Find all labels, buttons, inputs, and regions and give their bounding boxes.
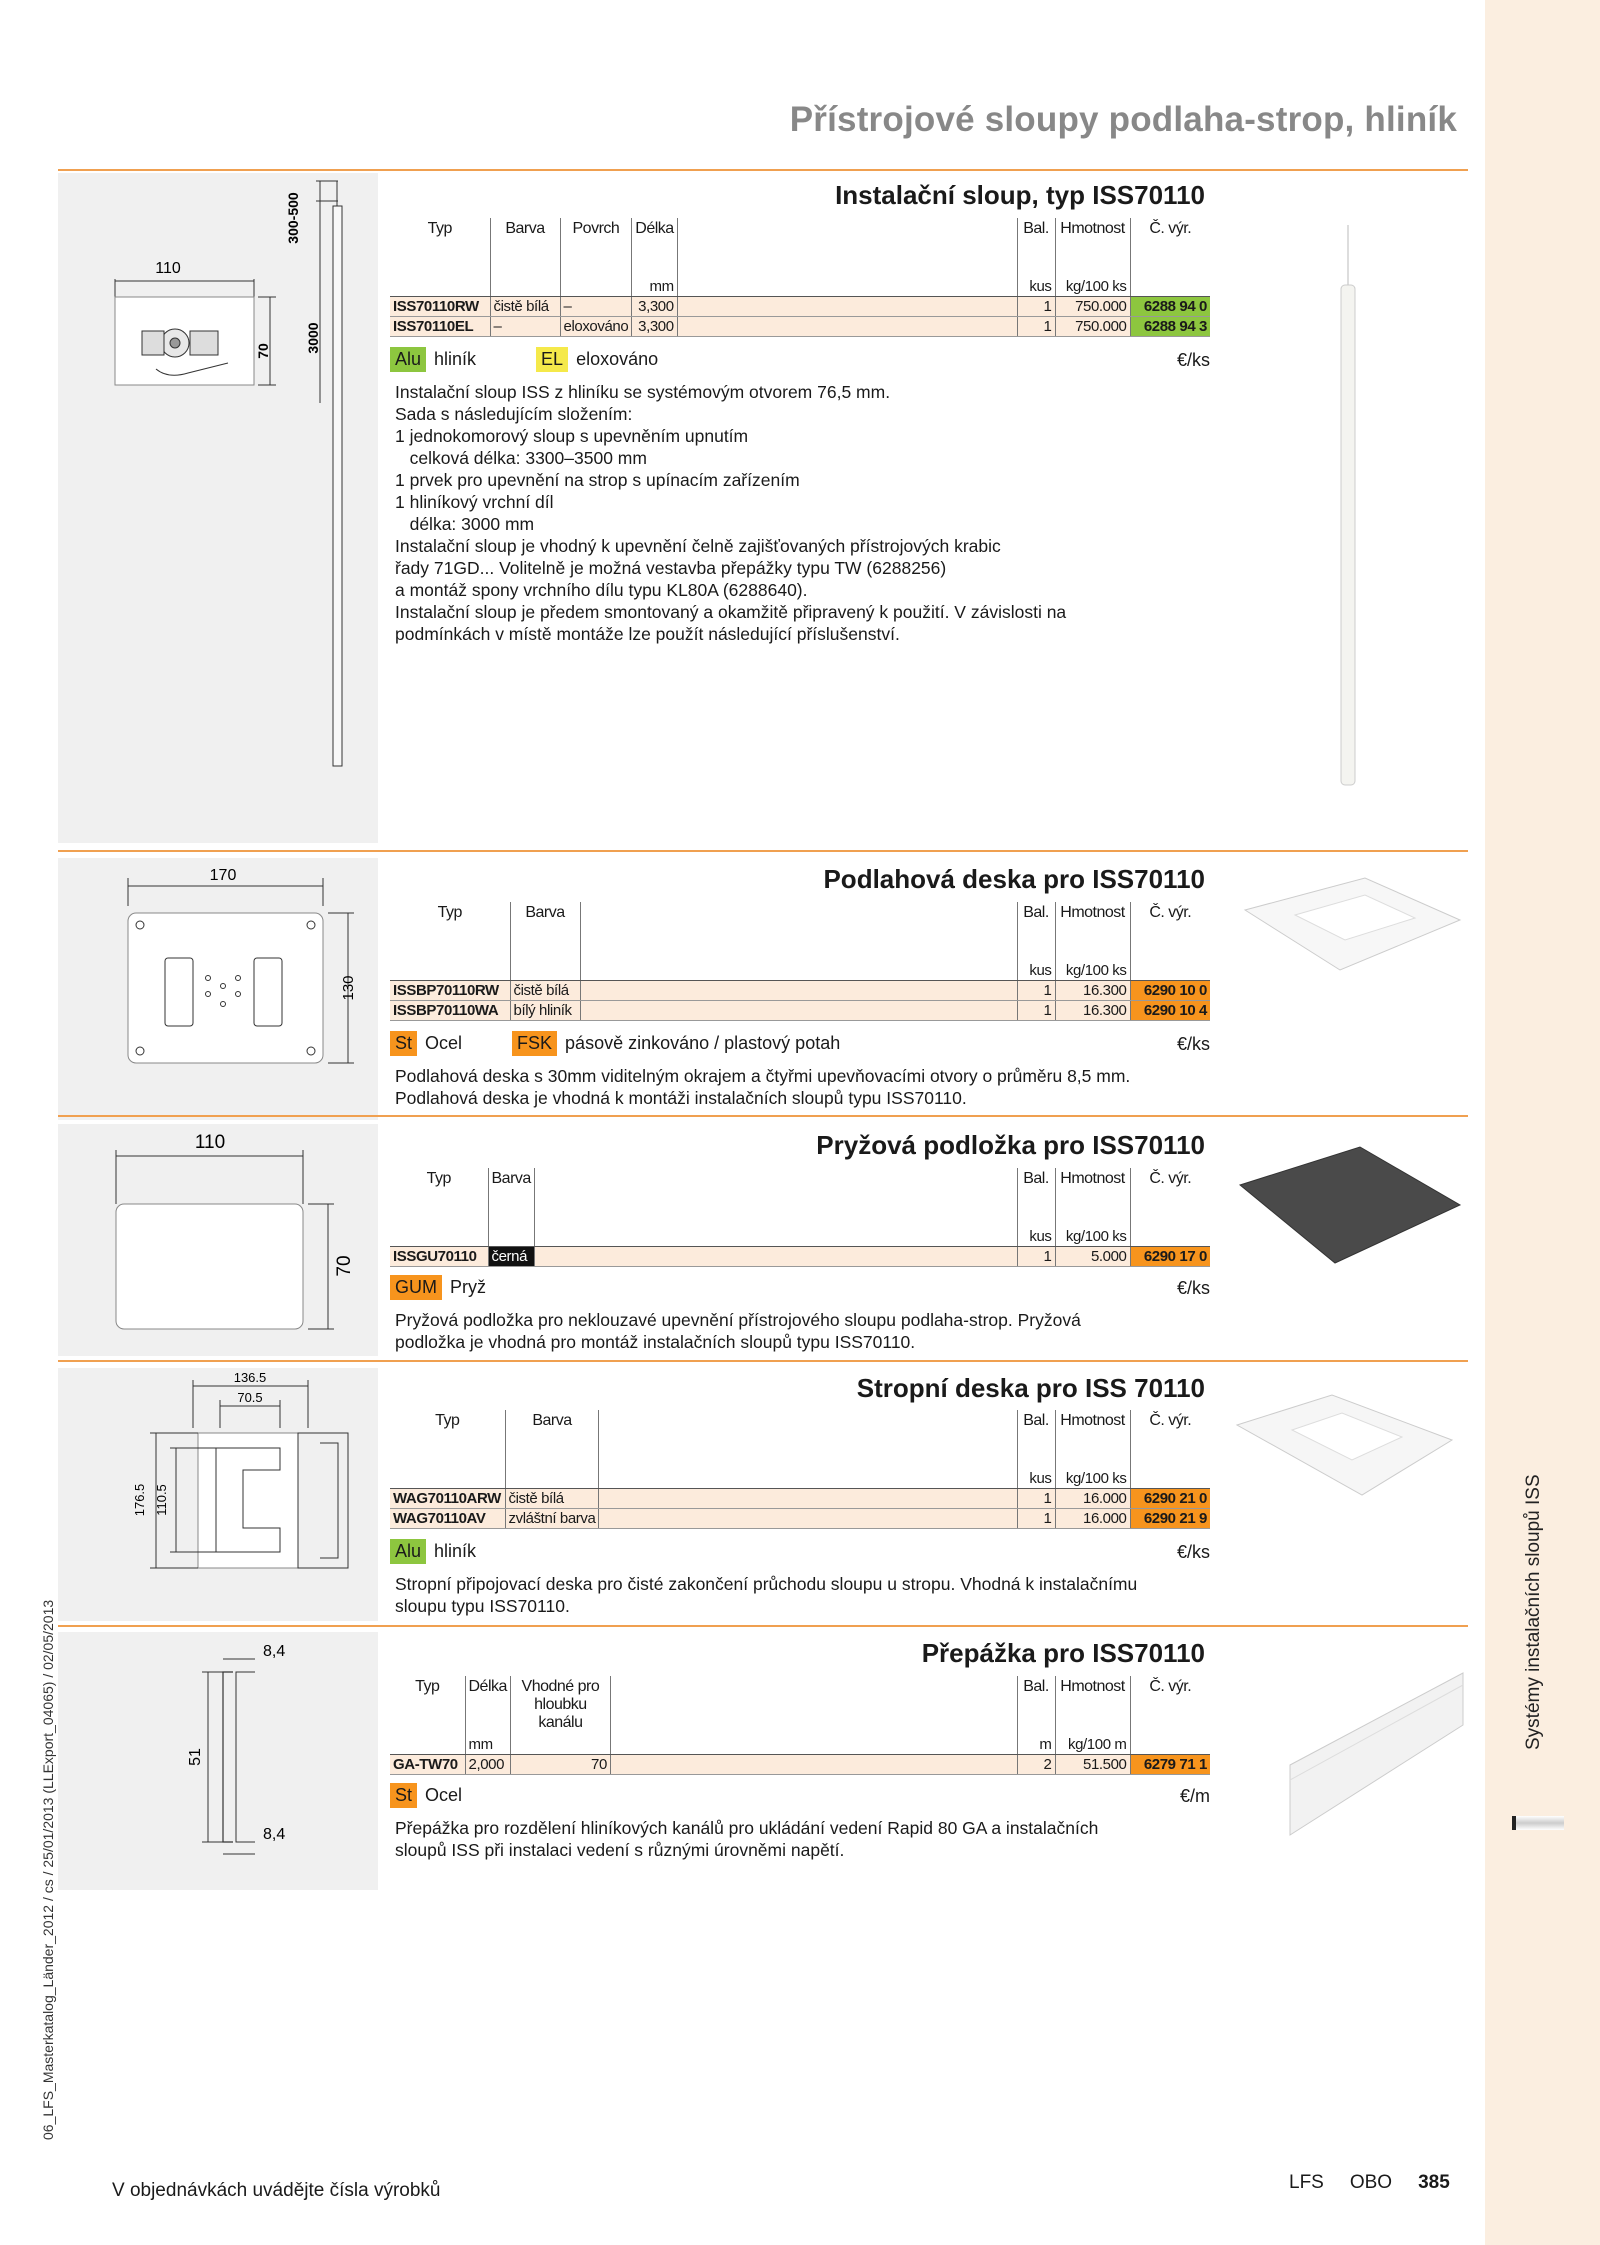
material-line [390,1539,476,1564]
material-code: St [390,1783,417,1808]
table-row[interactable]: ISS70110EL – eloxováno 3,300 1 750.000 6288 94 3 [390,316,1210,336]
price-unit: €/m [1179,1786,1210,1806]
dim-height: 70 [255,343,271,359]
section-title: Podlahová deska pro ISS70110 [823,864,1205,894]
section-title: Stropní deska pro ISS 70110 [856,1373,1205,1403]
table-row[interactable]: ISSGU70110 černá 1 5.000 6290 17 0 [390,1246,1210,1266]
section-rule [58,169,1468,171]
section-rule [58,1625,1468,1627]
material-label: eloxováno [576,349,659,369]
dim-inner-width: 70.5 [237,1390,263,1405]
drawing-iss70110 [58,173,378,843]
material-label: Pryž [450,1277,486,1297]
material-line [390,1275,486,1300]
dim-height: 70 [334,1255,355,1277]
material-label: Ocel [425,1033,463,1053]
side-category-label [1523,1710,1545,1750]
product-table: Typ Délka Vhodné pro hloubku kanálu Bal. Hmotnost Č. výr. mm m kg/100 m GA-TW70 2,000 70 2 51.500 6279 71 1 [390,1676,1210,1775]
drawing-floor-plate [58,858,378,1120]
page-title: Přístrojové sloupy podlaha-strop, hliník [789,100,1457,139]
table-row[interactable]: ISS70110RW čistě bílá – 3,300 1 750.000 6288 94 0 [390,296,1210,316]
material-line [390,1031,840,1056]
table-row[interactable]: GA-TW70 2,000 70 2 51.500 6279 71 1 [390,1754,1210,1774]
table-row[interactable]: WAG70110AV zvláštní barva 1 16.000 6290 21 9 [390,1508,1210,1528]
section-title: Pryžová podložka pro ISS70110 [816,1130,1205,1160]
product-table: Typ Barva Bal. Hmotnost Č. výr. kus kg/100 ks WAG70110ARW čistě bílá 1 16.000 6290 21 0 WAG70110AV zvláštní barva 1 16.000 6290 21 9 [390,1410,1210,1529]
material-code: EL [536,347,568,372]
dim-height: 51 [187,1748,204,1766]
material-code: FSK [512,1031,557,1056]
product-photo-column [1338,225,1358,790]
section-rule [58,850,1468,852]
material-code: St [390,1031,417,1056]
dim-top: 300-500 [285,192,301,244]
description: Stropní připojovací deska pro čisté zakončení průchodu sloupu u stropu. Vhodná k instalačnímu sloupu typu ISS70110. [395,1574,1138,1616]
material-code: Alu [390,347,426,372]
table-row[interactable]: ISSBP70110WA bílý hliník 1 16.300 6290 10 4 [390,1000,1210,1020]
dim-width: 170 [209,867,237,884]
footer-brand [1289,2172,1450,2194]
description: Pryžová podložka pro neklouzavé upevnění přístrojového sloupu podlaha-strop. Pryžová podložka je vhodná pro montáž instalačních sloupů typu ISS70110. [395,1310,1081,1352]
side-marker [1512,1816,1564,1830]
section-rule [58,1115,1468,1117]
product-table: Typ Barva Povrch Délka Bal. Hmotnost Č. výr. mm kus kg/100 ks ISS70110RW čistě bílá – 3,300 1 750.000 6288 94 0 ISS70110EL – eloxováno 3,300 1 750.000 6288 94 3 [390,218,1210,337]
price-unit: €/ks [1176,350,1210,370]
drawing-divider [58,1632,378,1890]
dim-width: 110 [155,260,181,277]
material-label: hliník [434,1541,477,1561]
section-title: Přepážka pro ISS70110 [921,1638,1205,1668]
product-table: Typ Barva Bal. Hmotnost Č. výr. kus kg/100 ks ISSBP70110RW čistě bílá 1 16.300 6290 10 0 ISSBP70110WA bílý hliník 1 16.300 6290 10 4 [390,902,1210,1021]
dim-length: 3000 [305,322,321,354]
description: Přepážka pro rozdělení hliníkových kanálů pro ukládání vedení Rapid 80 GA a instalačních sloupů ISS při instalaci vedení s různými úrovněmi napětí. [395,1818,1099,1860]
dim-bottom-flange: 8,4 [263,1826,286,1843]
material-line [390,1783,462,1808]
material-label: hliník [434,349,477,369]
dim-height: 130 [340,975,357,1001]
product-photo-divider [1285,1665,1465,1845]
product-table: Typ Barva Bal. Hmotnost Č. výr. kus kg/100 ks ISSGU70110 černá 1 5.000 6290 17 0 [390,1168,1210,1267]
material-code: GUM [390,1275,442,1300]
dim-outer-height: 176.5 [132,1483,147,1517]
dim-top-flange: 8,4 [263,1643,286,1660]
description: Instalační sloup ISS z hliníku se systémovým otvorem 76,5 mm. Sada s následujícím složením: 1 jednokomorový sloup s upevněním upnutím celková délka: 3300–3500 mm 1 prvek pro upevnění na strop s upínacím zařízením 1 hliníkový vrchní díl délka: 3000 mm Instalační sloup je vhodný k upevnění čelně zajišťovaných přístrojových krabic řady 71GD... Volitelně je možná vestavba přepážky typu TW (6288256) a montáž spony vrchního dílu typu KL80A (6288640). Instalační sloup je předem smontovaný a okamžitě připravený k použití. V závislosti na podmínkách v místě montáže lze použít následující příslušenství. [395,382,1067,644]
price-unit: €/ks [1176,1034,1210,1054]
side-strip [1485,0,1600,2245]
product-photo-floor-plate [1235,870,1465,980]
dim-outer-width: 136.5 [233,1370,267,1385]
section-rule [58,1360,1468,1362]
page-number: 385 [1418,2172,1450,2193]
section-title: Instalační sloup, typ ISS70110 [835,180,1205,210]
drawing-ceiling-plate [58,1368,378,1621]
material-label: Ocel [425,1785,463,1805]
price-unit: €/ks [1176,1278,1210,1298]
product-photo-ceiling-plate [1232,1385,1462,1505]
table-row[interactable]: ISSBP70110RW čistě bílá 1 16.300 6290 10 0 [390,980,1210,1000]
footer-brand-obo: OBO [1349,2172,1393,2193]
dim-width: 110 [194,1132,226,1153]
table-row[interactable]: WAG70110ARW čistě bílá 1 16.000 6290 21 0 [390,1488,1210,1508]
footer-brand-lfs: LFS [1289,2172,1324,2193]
print-info: 06_LFS_Masterkatalog_Länder_2012 / cs / 25/01/2013 (LLExport_04065) / 02/05/2013 [40,1599,56,2140]
description: Podlahová deska s 30mm viditelným okrajem a čtyřmi upevňovacími otvory o průměru 8,5 mm. Podlahová deska je vhodná k montáži instalačních sloupů typu ISS70110. [395,1066,1131,1108]
footer-note: V objednávkách uvádějte čísla výrobků [112,2180,441,2201]
drawing-rubber-pad [58,1124,378,1356]
material-label: pásově zinkováno / plastový potah [565,1033,841,1053]
material-code: Alu [390,1539,426,1564]
price-unit: €/ks [1176,1542,1210,1562]
material-line [390,347,658,372]
product-photo-rubber-pad [1235,1145,1465,1265]
dim-inner-height: 110.5 [154,1484,169,1516]
